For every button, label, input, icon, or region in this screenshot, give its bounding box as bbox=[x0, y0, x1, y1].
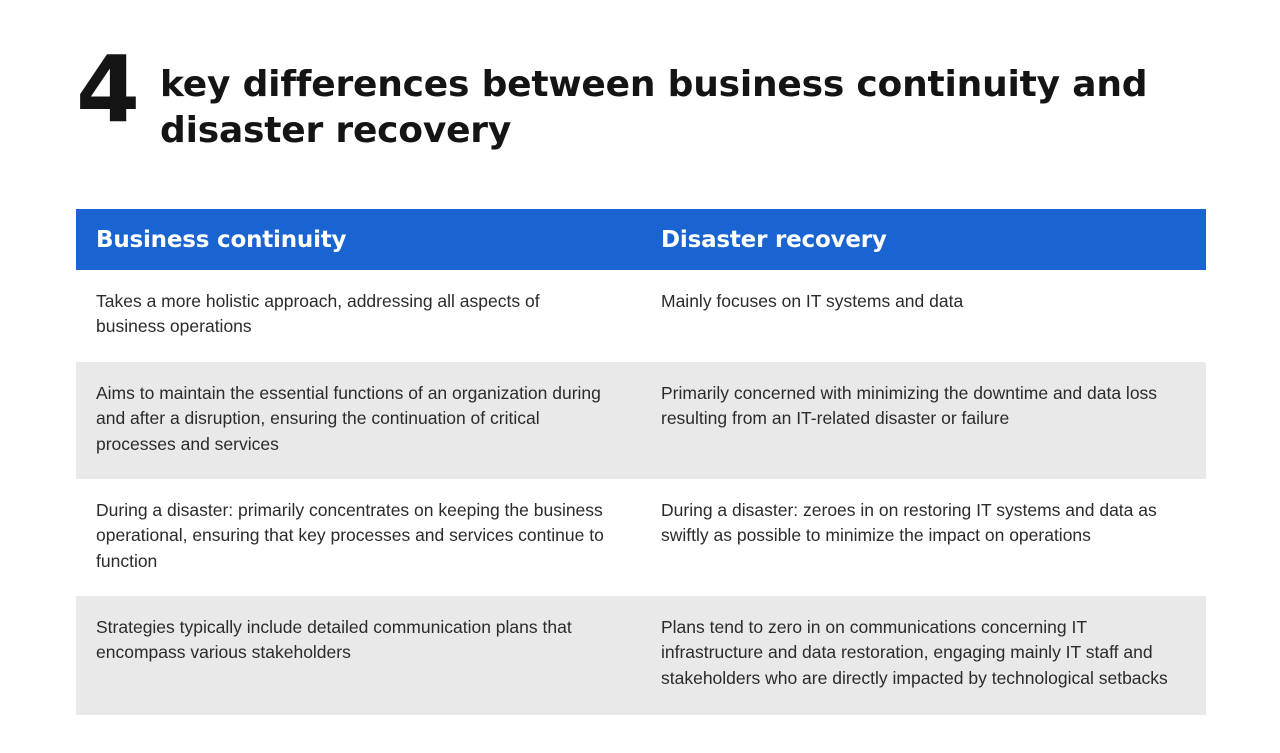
cell-text: Plans tend to zero in on communications concerning IT infrastructure and data restoration, engaging mainly IT staff and stakeholders who are directly impacted by technological setbacks bbox=[661, 617, 1168, 688]
cell-disaster-recovery bbox=[641, 362, 1206, 454]
cell-text: During a disaster: zeroes in on restoring IT systems and data as swiftly as possible to minimize the impact on operations bbox=[661, 499, 1157, 546]
column-header-business-continuity: Business continuity bbox=[96, 226, 347, 253]
column-header-disaster-recovery: Disaster recovery bbox=[661, 226, 887, 253]
cell-business-continuity bbox=[76, 362, 641, 479]
table-row bbox=[76, 362, 1206, 479]
cell-text: Mainly focuses on IT systems and data bbox=[661, 291, 964, 311]
table-row bbox=[76, 479, 1206, 596]
table-row bbox=[76, 596, 1206, 715]
cell-disaster-recovery bbox=[641, 596, 1206, 715]
cell-business-continuity bbox=[76, 270, 641, 362]
cell-disaster-recovery bbox=[641, 270, 1206, 336]
cell-text: Aims to maintain the essential functions of an organization during and after a disruption, ensuring the continuation of critical processes and services bbox=[96, 382, 601, 454]
table-row bbox=[76, 270, 1206, 362]
cell-text: Primarily concerned with minimizing the downtime and data loss resulting from an IT-related disaster or failure bbox=[661, 382, 1158, 429]
page-title bbox=[76, 36, 1204, 154]
title-number: 4 bbox=[76, 36, 139, 143]
cell-text: Strategies typically include detailed communication plans that encompass various stakeholders bbox=[96, 617, 572, 663]
title-text: key differences between business continuity and disaster recovery bbox=[160, 64, 1148, 152]
cell-text: Takes a more holistic approach, addressing all aspects of business operations bbox=[96, 291, 540, 337]
cell-business-continuity bbox=[76, 479, 641, 596]
cell-business-continuity bbox=[76, 596, 641, 690]
table-header-row bbox=[76, 209, 1206, 270]
cell-text: During a disaster: primarily concentrates on keeping the business operational, ensuring that key processes and services continue to function bbox=[96, 499, 604, 571]
cell-disaster-recovery bbox=[641, 479, 1206, 571]
comparison-table bbox=[76, 209, 1206, 715]
